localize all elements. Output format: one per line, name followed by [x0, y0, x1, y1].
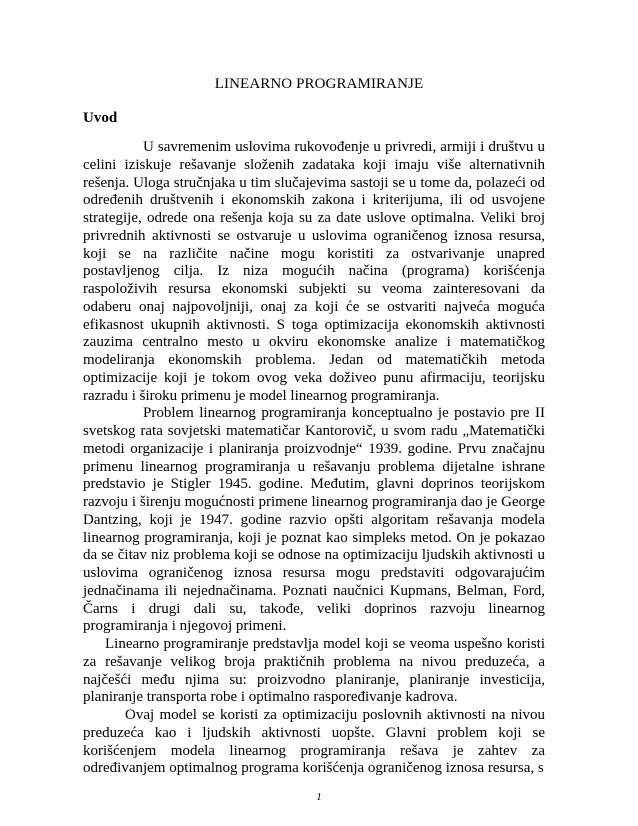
paragraph-3: Linearno programiranje predstavlja model koji se veoma uspešno koristi za rešavanje velikog broja praktičnih problema na nivou preduzeća, a najčešći među njima su: proizvodno planiranje, planiranje investicija, planiranje transporta robe i optimalno raspoređivanje kadrova. [83, 636, 545, 706]
paragraph-4: Ovaj model se koristi za optimizaciju poslovnih aktivnosti na nivou preduzeća kao i ljudskih aktivnosti uopšte. Glavni problem koji se korišćenjem modela linearnog programiranja rešava je zahtev za određivanjem optimalnog programa korišćenja ograničenog iznosa resursa, s [83, 707, 545, 777]
section-heading: Uvod [83, 110, 118, 126]
paragraph-2: Problem linearnog programiranja konceptualno je postavio pre II svetskog rata sovjetski matematičar Kantorovič, u svom radu „Matematički metodi organizacije i planiranja proizvodnje“ 1939. godine. Prvu značajnu primenu linearnog programiranja u rešavanju problema dijetalne ishrane predstavio je Stigler 1945. godine. Međutim, glavni doprinos teorijskom razvoju i širenju mogućnosti primene linearnog programiranja dao je George Dantzing, koji je 1947. godine razvio opšti algoritam rešavanja modela linearnog programiranja, koji je poznat kao simpleks metod. On je pokazao da se čitav niz problema koji se odnose na optimizaciju ljudskih aktivnosti u uslovima ograničenog iznosa resursa mogu predstaviti odgovarajućim jednačinama ili nejednačinama. Poznati naučnici Kupmans, Belman, Ford, Čarns i drugi dali su, takođe, veliki doprinos razvoju linearnog programiranja i njegovoj primeni. [83, 405, 545, 635]
document-body [83, 139, 545, 778]
document-title: LINEARNO PROGRAMIRANJE [214, 76, 424, 92]
paragraph-1: U savremenim uslovima rukovođenje u privredi, armiji i društvu u celini iziskuje rešavanje složenih zadataka koji imaju više alternativnih rešenja. Uloga stručnjaka u tim slučajevima sastoji se u tome da, polazeći od određenih društvenih i ekonomskih zakona i kriterijuma, ili od usvojene strategije, odrede ona rešenja koja su za date uslove optimalna. Veliki broj privrednih aktivnosti se ostvaruje u uslovima ograničenog iznosa resursa, koji se na različite načine mogu koristiti za ostvarivanje unapred postavljenog cilja. Iz niza mogućih načina (programa) korišćenja raspoloživih resursa ekonomski subjekti su veoma zainteresovani da odaberu onaj najpovoljniji, onaj za koji će se ostvariti najveća moguća efikasnost ukupnih aktivnosti. S toga optimizacija ekonomskih aktivnosti zauzima centralno mesto u okviru ekonomske analize i matematičkog modeliranja ekonomskih problema. Jedan od matematičkih metoda optimizacije koji je tokom ovog veka doživeo punu afirmaciju, teorijsku razradu i široku primenu je model linearnog programiranja. [83, 139, 545, 404]
page-number: 1 [316, 791, 322, 803]
